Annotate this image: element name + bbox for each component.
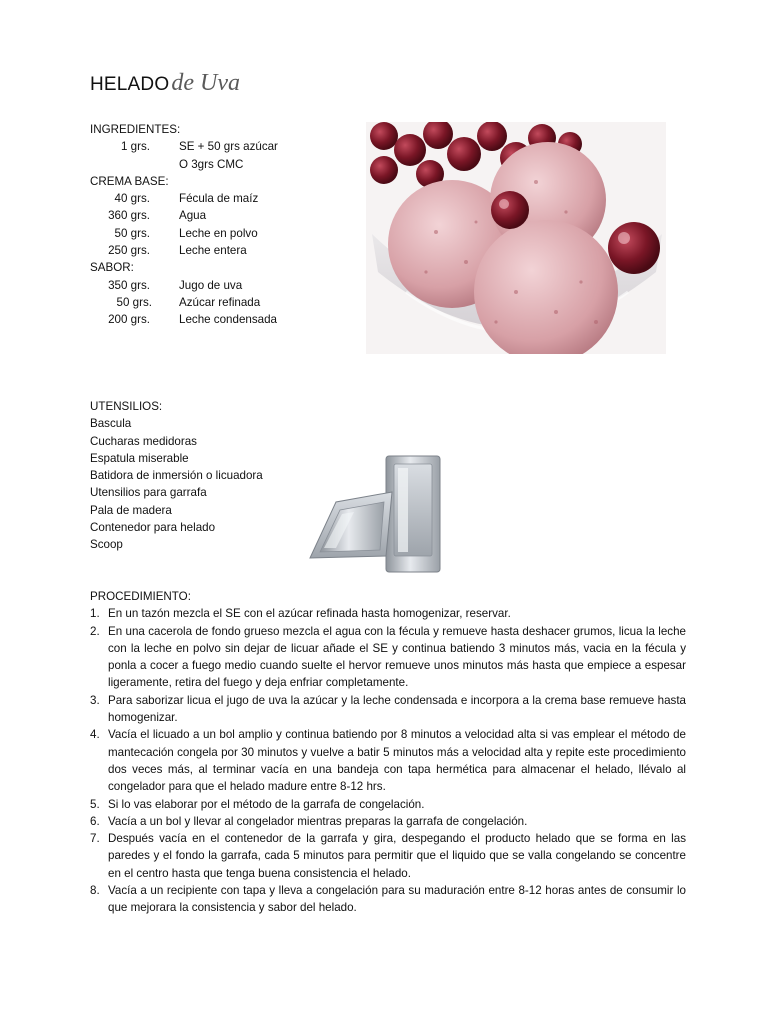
step-text: Para saborizar licua el jugo de uva la azúcar y la leche condensada e incorpora a la crema base remueve hasta homogenizar.: [108, 693, 686, 725]
step-number: 3.: [90, 693, 100, 707]
utensil-item: Batidora de inmersión o licuadora: [90, 469, 263, 483]
step-number: 7.: [90, 832, 100, 846]
ingredient-desc: O 3grs CMC: [179, 157, 244, 171]
step-number: 4.: [90, 728, 100, 742]
utensil-item: Espatula miserable: [90, 451, 189, 465]
ingredient-row: [90, 207, 350, 224]
utensils-heading: UTENSILIOS:: [90, 400, 163, 413]
procedure-step: [90, 882, 686, 917]
step-text: Vacía a un recipiente con tapa y lleva a congelación para su maduración entre 8-12 horas antes de consumir lo que mejorara la consistencia y sabor del helado.: [108, 884, 686, 915]
sabor-heading: SABOR:: [90, 261, 134, 275]
ingredient-qty: 200 grs.: [108, 313, 150, 327]
ingredient-qty: 360 grs.: [108, 209, 150, 223]
page-title: [90, 70, 240, 97]
procedure-section: [90, 588, 686, 917]
ingredient-row: [90, 156, 350, 173]
step-number: 2.: [90, 624, 100, 638]
utensil-item: Cucharas medidoras: [90, 434, 197, 448]
procedure-step: [90, 605, 686, 622]
title-main: HELADO: [90, 74, 170, 95]
ingredient-row: [90, 277, 350, 294]
ingredient-desc: Agua: [179, 209, 207, 223]
ingredient-row: [90, 225, 350, 242]
ingredient-qty: 40 grs.: [114, 192, 150, 206]
procedure-step: [90, 692, 686, 727]
ingredient-qty: 50 grs.: [116, 295, 152, 309]
step-text: Si lo vas elaborar por el método de la garrafa de congelación.: [108, 797, 425, 811]
procedure-heading: PROCEDIMIENTO:: [90, 590, 191, 603]
utensil-item: Bascula: [90, 417, 132, 431]
procedure-step: [90, 726, 686, 795]
step-text: En una cacerola de fondo grueso mezcla el agua con la fécula y remueve hasta deshacer grumos, licua la leche con la leche en polvo sin dejar de licuar añade el SE y continua batiendo 3 minutos más, vacia en la fécula y ponla a cocer a fuego medio cuando suelte el hervor remueve unos minutos más hasta que empiece a espesar ligeramente, retira del fuego y deja enfriar completamente.: [108, 624, 686, 690]
grape: [491, 191, 529, 229]
crema-base-heading: CREMA BASE:: [90, 174, 169, 188]
procedure-step: [90, 623, 686, 692]
title-script: de Uva: [171, 70, 240, 96]
utensil-item: Utensilios para garrafa: [90, 486, 207, 500]
procedure-step: [90, 813, 686, 830]
step-number: 1.: [90, 607, 100, 621]
procedure-step: [90, 796, 686, 813]
ingredient-desc: Jugo de uva: [179, 278, 243, 292]
steel-containers-photo: [306, 452, 444, 576]
ingredient-desc: Leche en polvo: [179, 226, 258, 240]
ingredient-desc: Leche entera: [179, 244, 247, 258]
ingredient-row: [90, 294, 350, 311]
ingredient-desc: Leche condensada: [179, 313, 277, 327]
ingredient-qty: 350 grs.: [108, 278, 150, 292]
ingredient-row: [90, 242, 350, 259]
ingredient-desc: Fécula de maíz: [179, 192, 259, 206]
ingredients-section: [90, 121, 350, 329]
procedure-steps: [90, 605, 686, 916]
step-number: 8.: [90, 884, 100, 898]
ingredient-desc: SE + 50 grs azúcar: [179, 140, 278, 154]
grape: [608, 222, 660, 274]
procedure-step: [90, 830, 686, 882]
ingredient-desc: Azúcar refinada: [179, 295, 261, 309]
upright-pan: [386, 456, 440, 572]
ingredient-qty: 250 grs.: [108, 244, 150, 258]
step-number: 5.: [90, 797, 100, 811]
utensil-item: Contenedor para helado: [90, 521, 216, 535]
utensils-section: [90, 398, 310, 554]
step-number: 6.: [90, 814, 100, 828]
ingredient-qty: 50 grs.: [114, 226, 150, 240]
ingredient-row: [90, 190, 350, 207]
ingredients-heading: INGREDIENTES:: [90, 123, 181, 136]
grape-ice-cream-photo: [366, 122, 666, 354]
utensil-item: Scoop: [90, 538, 123, 552]
step-text: Vacía el licuado a un bol amplio y continua batiendo por 8 minutos a velocidad alta si vas emplear el método de mantecación congela por 30 minutos y vuelve a batir 5 minutos más a velocidad alta y repite este procedimiento dos veces más, al terminar vacía en una bandeja con tapa hermética para almacenar el helado, llévalo al congelador para que el helado madure entre 8-12 hrs.: [108, 728, 686, 794]
step-text: Vacía a un bol y llevar al congelador mientras preparas la garrafa de congelación.: [108, 814, 528, 828]
utensil-item: Pala de madera: [90, 503, 172, 517]
ingredient-row: [90, 311, 350, 328]
step-text: Después vacía en el contenedor de la garrafa y gira, despegando el producto helado que se forma en las paredes y el fondo la garrafa, cada 5 minutos para permitir que el liquido que se valla congelando se concentre en el centro hasta que tenga buena consistencia el helado.: [108, 832, 686, 880]
ingredient-row: [90, 138, 350, 155]
step-text: En un tazón mezcla el SE con el azúcar refinada hasta homogenizar, reservar.: [108, 607, 511, 621]
ingredient-qty: 1 grs.: [121, 140, 150, 154]
